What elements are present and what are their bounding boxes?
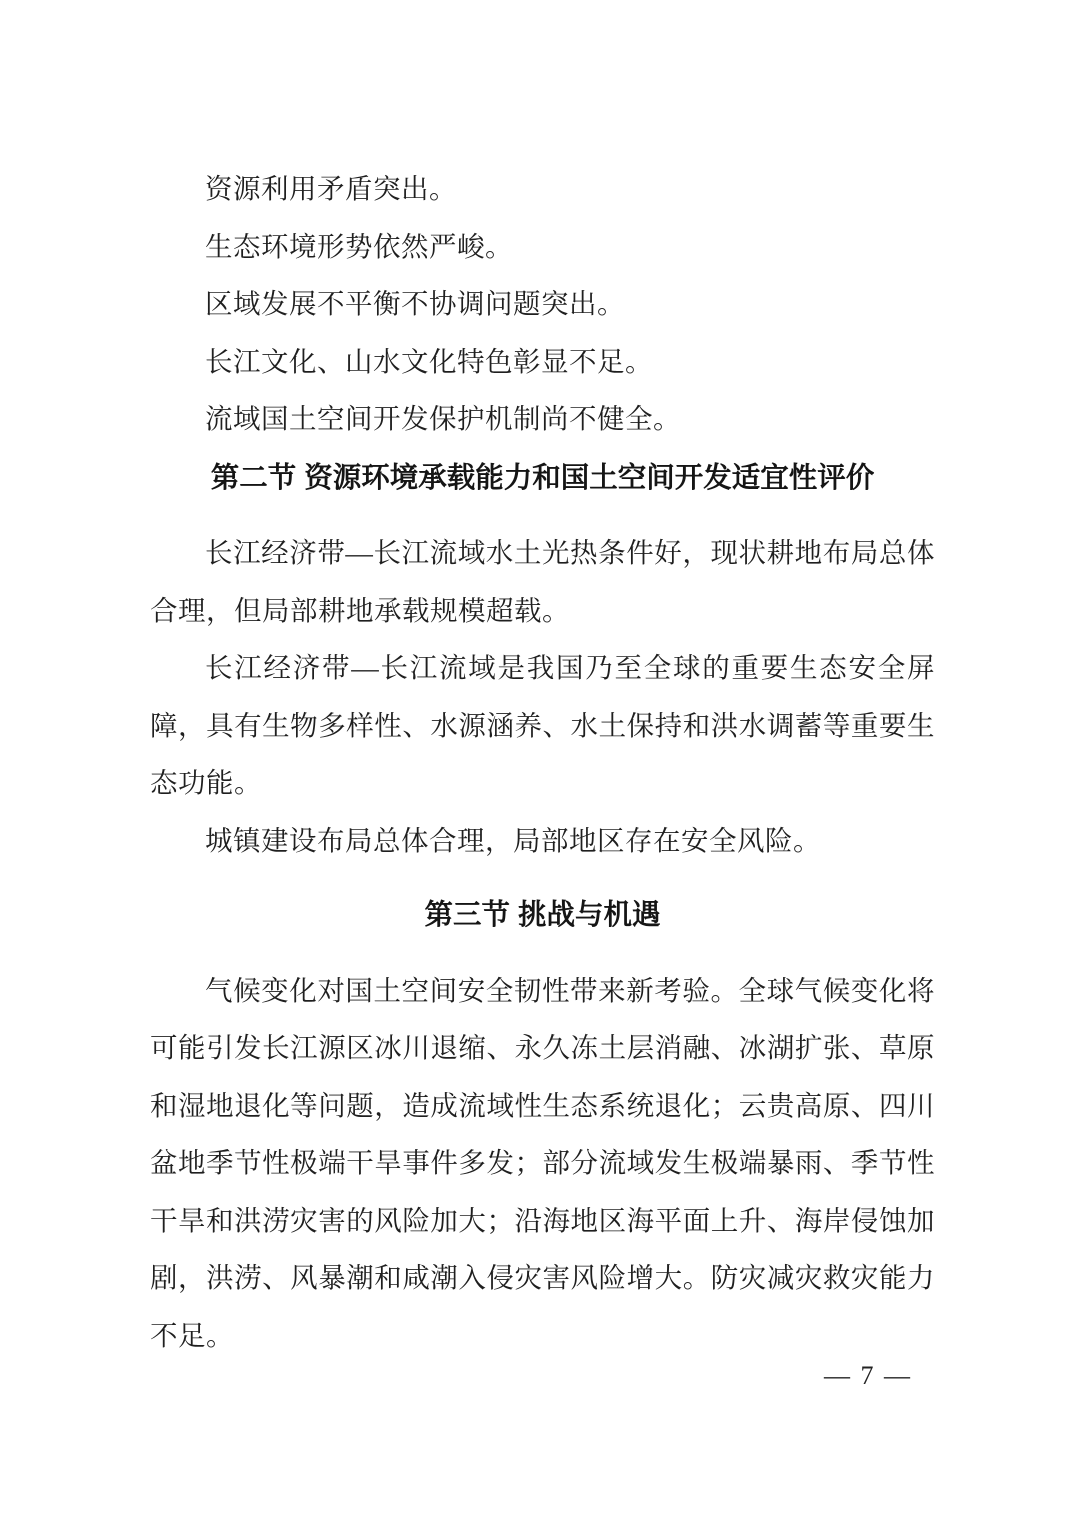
intro-line: 生态环境形势依然严峻。 — [205, 230, 513, 262]
paragraph — [150, 524, 935, 639]
paragraph-line: 和湿地退化等问题，造成流域性生态系统退化；云贵高原、四川 — [150, 1089, 935, 1121]
paragraph-line: 合理，但局部耕地承载规模超载。 — [150, 594, 570, 626]
paragraph-line: 可能引发长江源区冰川退缩、永久冻土层消融、冰湖扩张、草原 — [150, 1032, 935, 1063]
paragraph — [150, 639, 935, 812]
paragraph-line: 剧，洪涝、风暴潮和咸潮入侵灾害风险增大。防灾减灾救灾能力 — [150, 1262, 935, 1293]
section-heading-2: 第二节 资源环境承载能力和国土空间开发适宜性评价 — [210, 461, 875, 494]
paragraph-line: 长江经济带—长江流域是我国乃至全球的重要生态安全屏 — [205, 652, 935, 683]
paragraph-line: 盆地季节性极端干旱事件多发；部分流域发生极端暴雨、季节性 — [150, 1147, 935, 1178]
paragraph-line: 长江经济带—长江流域水土光热条件好，现状耕地布局总体 — [205, 537, 935, 568]
intro-line: 区域发展不平衡不协调问题突出。 — [205, 288, 625, 319]
intro-line: 流域国土空间开发保护机制尚不健全。 — [205, 403, 681, 434]
paragraph-line: 气候变化对国土空间安全韧性带来新考验。全球气候变化将 — [205, 974, 935, 1006]
paragraph-line: 城镇建设布局总体合理，局部地区存在安全风险。 — [205, 824, 821, 856]
intro-block — [150, 160, 935, 448]
page-content — [150, 160, 935, 1364]
intro-line: 资源利用矛盾突出。 — [205, 173, 457, 204]
paragraph — [150, 962, 935, 1365]
paragraph-line: 不足。 — [150, 1319, 234, 1351]
page-number: — 7 — — [824, 1361, 912, 1390]
paragraph — [150, 812, 935, 870]
paragraph-line: 态功能。 — [150, 767, 262, 798]
paragraph-line: 干旱和洪涝灾害的风险加大；沿海地区海平面上升、海岸侵蚀加 — [150, 1204, 935, 1236]
intro-line: 长江文化、山水文化特色彰显不足。 — [205, 345, 653, 377]
paragraph-line: 障，具有生物多样性、水源涵养、水土保持和洪水调蓄等重要生 — [150, 709, 935, 741]
section-heading-3: 第三节 挑战与机遇 — [424, 899, 661, 931]
